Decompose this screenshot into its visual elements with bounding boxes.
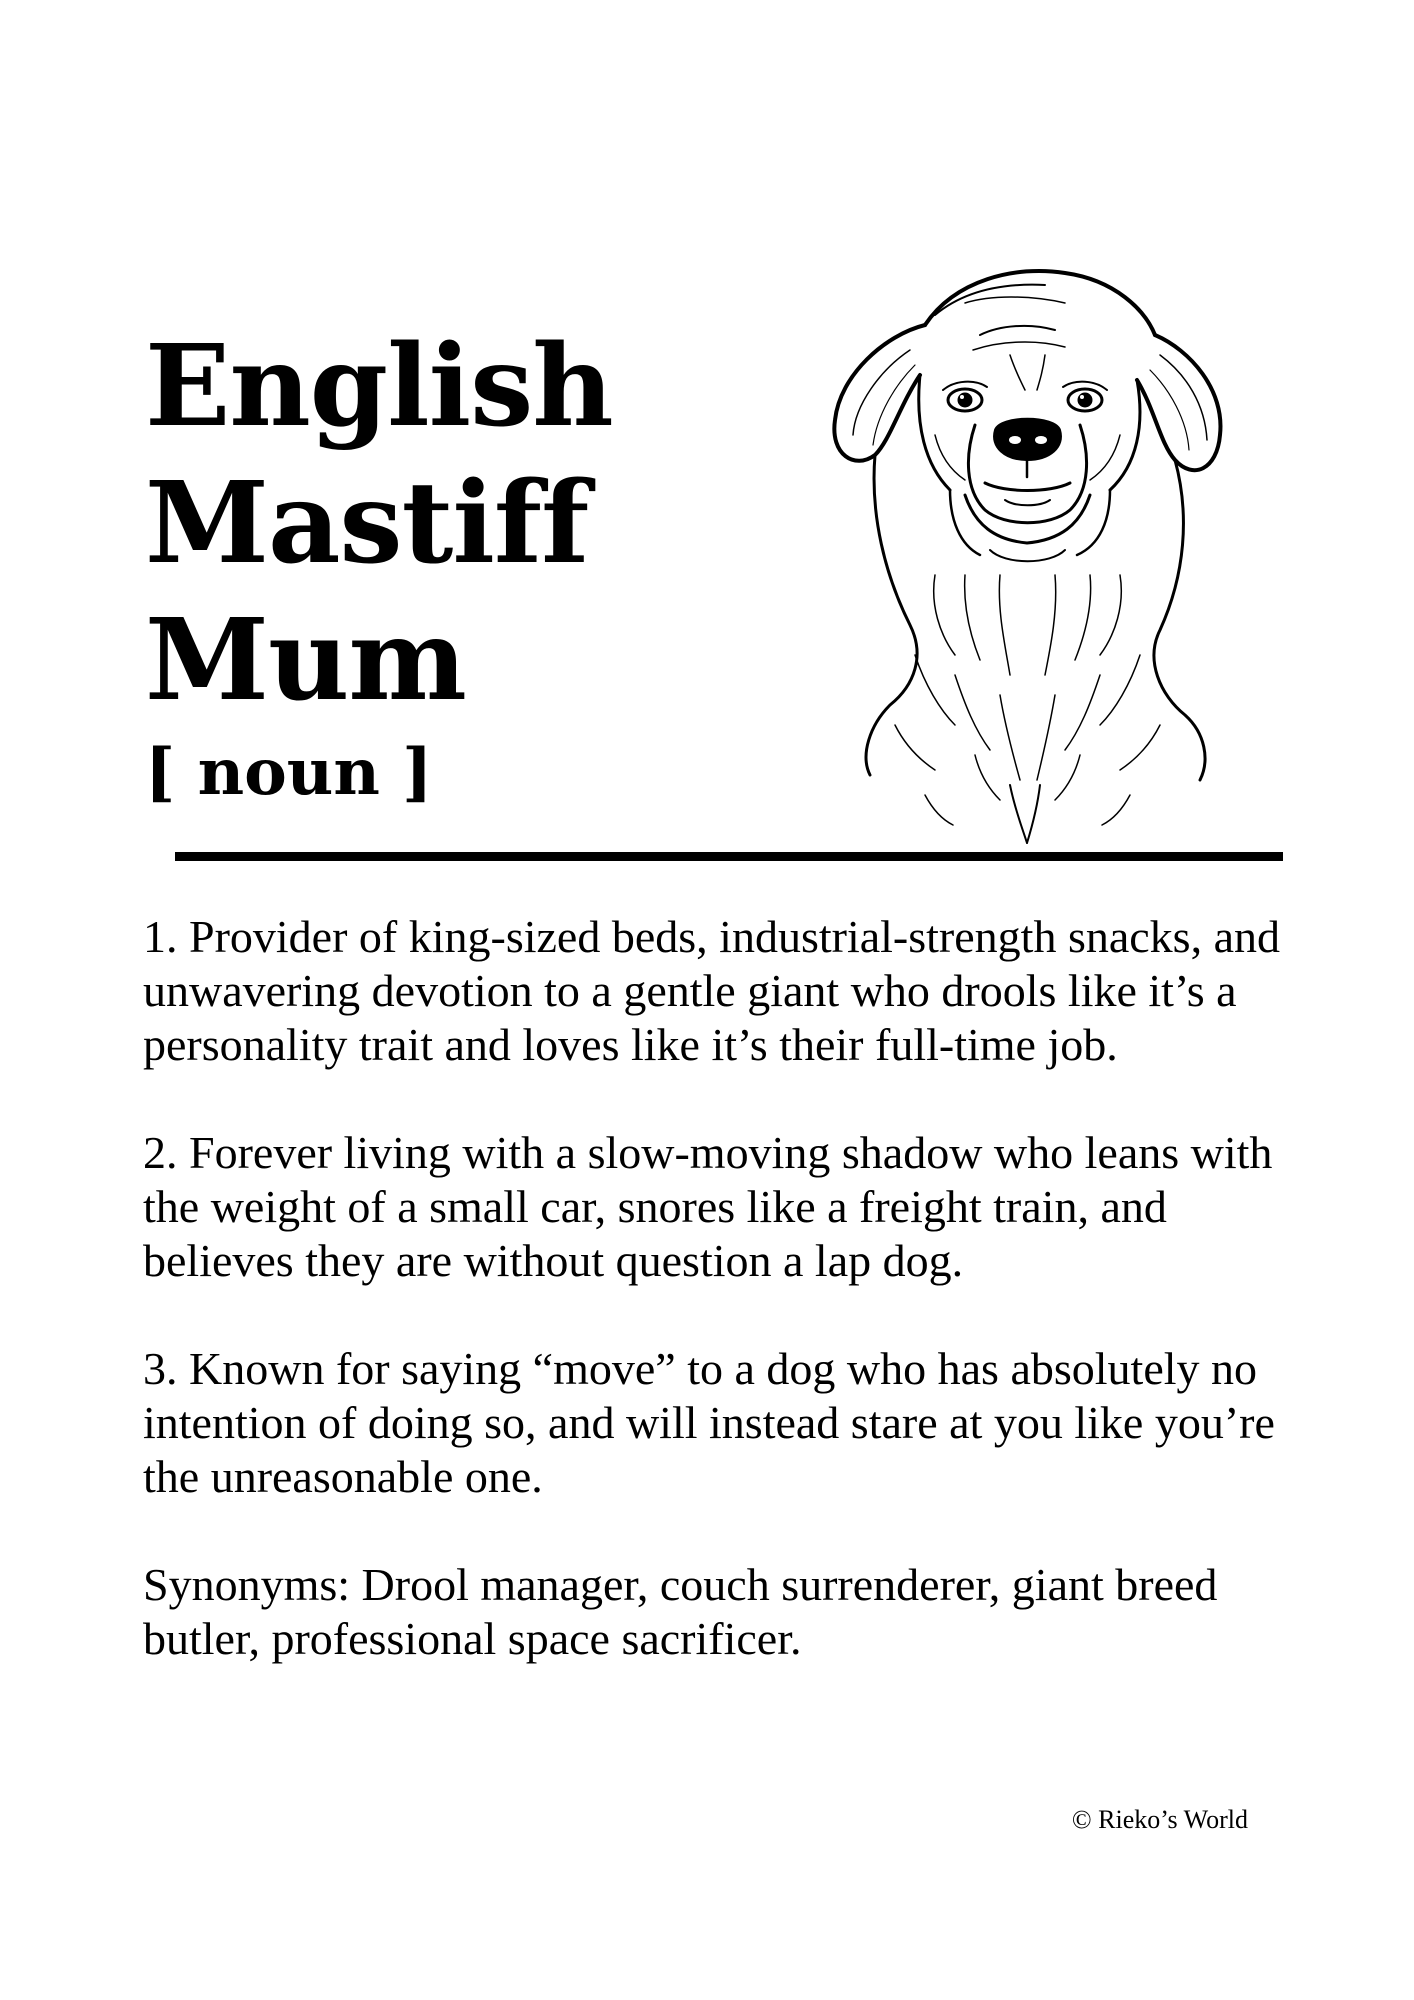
- part-of-speech: [ noun ]: [145, 735, 433, 810]
- title-line-2: Mastiff: [145, 458, 589, 589]
- mastiff-dog-icon: [815, 255, 1235, 845]
- definitions: [143, 910, 1303, 1666]
- divider-rule: [175, 852, 1283, 861]
- title-block: [145, 318, 705, 813]
- title-line-3: Mum: [145, 595, 466, 726]
- synonyms: Synonyms: Drool manager, couch surrenderer, giant breed butler, professional space sacrificer.: [143, 1559, 1218, 1664]
- copyright-credit: © Rieko’s World: [1071, 1805, 1248, 1834]
- definition-2: 2. Forever living with a slow-moving shadow who leans with the weight of a small car, snores like a freight train, and believes they are without question a lap dog.: [143, 1127, 1273, 1286]
- definition-3: 3. Known for saying “move” to a dog who has absolutely no intention of doing so, and will instead stare at you like you’re the unreasonable one.: [143, 1343, 1275, 1502]
- definition-1: 1. Provider of king-sized beds, industrial-strength snacks, and unwavering devotion to a gentle giant who drools like it’s a personality trait and loves like it’s their full-time job.: [143, 911, 1280, 1070]
- title-line-1: English: [145, 321, 613, 452]
